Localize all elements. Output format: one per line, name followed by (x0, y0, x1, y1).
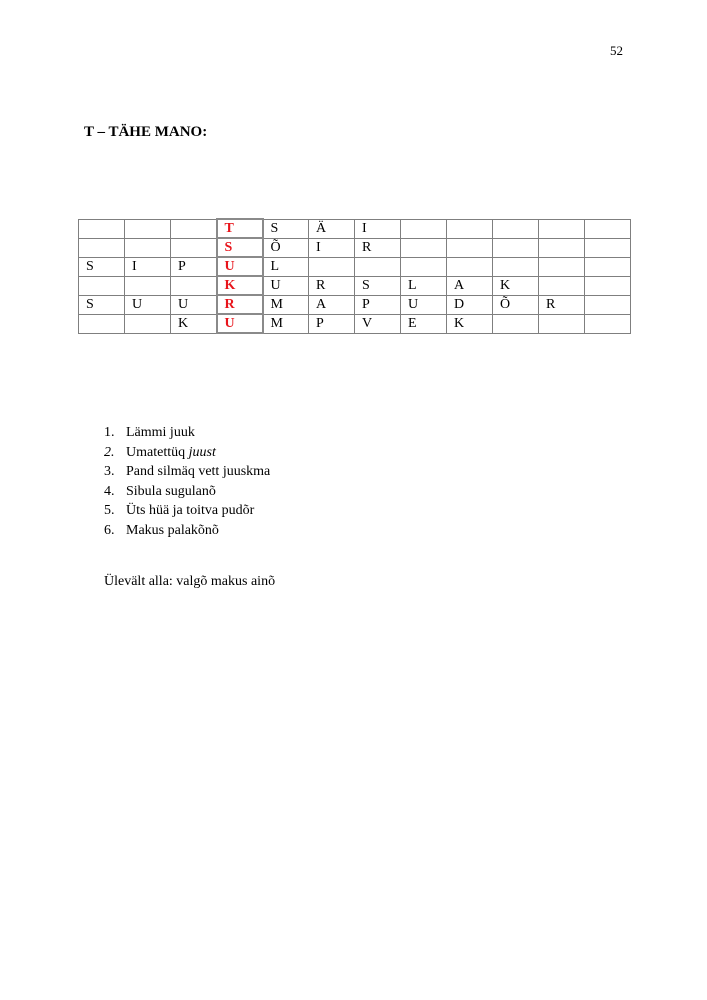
grid-cell: I (309, 238, 355, 257)
grid-cell (493, 257, 539, 276)
grid-row (79, 257, 631, 276)
list-item (84, 501, 270, 521)
list-item (84, 443, 270, 463)
clue-text: Lämmi juuk (126, 425, 195, 440)
grid-cell (539, 238, 585, 257)
grid-cell (539, 314, 585, 333)
grid-row (79, 295, 631, 314)
grid-cell (171, 219, 217, 238)
grid-row (79, 276, 631, 295)
grid-cell: R (309, 276, 355, 295)
grid-key-cell: T (217, 219, 263, 238)
clue-text: Umatettüq (126, 444, 189, 460)
clue-text: Pand silmäq vett juuskma (126, 464, 271, 479)
clue-number: 4. (104, 483, 115, 499)
grid-cell (79, 238, 125, 257)
grid-cell: A (447, 276, 493, 295)
grid-cell (493, 238, 539, 257)
clue-text: Sibula sugulanõ (126, 483, 216, 499)
grid-cell (447, 257, 493, 276)
grid-cell (125, 238, 171, 257)
grid-cell (79, 276, 125, 295)
page-number: 52 (610, 43, 623, 58)
grid-cell: Ä (309, 219, 355, 238)
grid-cell: R (539, 295, 585, 314)
clue-number: 3. (104, 464, 115, 479)
grid-cell (401, 219, 447, 238)
grid-key-cell: S (217, 238, 263, 257)
grid-key-cell: U (217, 314, 263, 333)
grid-cell: R (355, 238, 401, 257)
grid-cell (447, 219, 493, 238)
clue-text: Üts hüä ja toitva pudõr (126, 503, 255, 518)
clue-text-italic: juust (188, 444, 216, 460)
grid-key-cell: U (217, 257, 263, 276)
grid-cell (585, 238, 631, 257)
grid-cell (493, 219, 539, 238)
grid-cell: U (171, 295, 217, 314)
grid-cell: S (79, 257, 125, 276)
grid-cell (539, 276, 585, 295)
solution-text: Ülevält alla: valgõ makus ainõ (104, 574, 276, 589)
page-title: T – TÄHE MANO: (84, 124, 208, 140)
grid-cell (401, 238, 447, 257)
clue-list (84, 423, 270, 540)
clue-number: 5. (104, 503, 115, 518)
grid-cell (355, 257, 401, 276)
grid-cell: K (493, 276, 539, 295)
grid-cell: S (355, 276, 401, 295)
grid-cell (585, 314, 631, 333)
grid-row (79, 314, 631, 333)
grid-cell (79, 314, 125, 333)
grid-cell: U (125, 295, 171, 314)
grid-row (79, 238, 631, 257)
grid-cell (585, 257, 631, 276)
clue-number: 2. (104, 444, 115, 460)
grid-cell (171, 276, 217, 295)
grid-cell (539, 219, 585, 238)
grid-cell: M (263, 314, 309, 333)
grid-cell: Õ (263, 238, 309, 257)
grid-cell: K (171, 314, 217, 333)
grid-cell (125, 276, 171, 295)
clue-number: 1. (104, 425, 115, 440)
grid-cell: L (263, 257, 309, 276)
grid-cell: Õ (493, 295, 539, 314)
grid-cell (585, 219, 631, 238)
grid-cell (401, 257, 447, 276)
grid-cell (171, 238, 217, 257)
grid-cell (493, 314, 539, 333)
grid-cell: K (447, 314, 493, 333)
grid-cell (447, 238, 493, 257)
crossword-grid (78, 218, 631, 334)
grid-cell: P (309, 314, 355, 333)
grid-cell (585, 295, 631, 314)
grid-row (79, 219, 631, 238)
grid-cell (585, 276, 631, 295)
grid-cell: I (125, 257, 171, 276)
grid-cell: M (263, 295, 309, 314)
grid-cell (79, 219, 125, 238)
grid-cell: U (401, 295, 447, 314)
grid-cell: S (263, 219, 309, 238)
grid-cell: I (355, 219, 401, 238)
grid-cell (125, 219, 171, 238)
list-item (84, 423, 270, 443)
grid-cell (309, 257, 355, 276)
clue-text: Makus palakõnõ (126, 522, 219, 538)
grid-cell: E (401, 314, 447, 333)
grid-cell (125, 314, 171, 333)
grid-cell: A (309, 295, 355, 314)
grid-cell: V (355, 314, 401, 333)
list-item (84, 482, 270, 502)
list-item (84, 462, 270, 482)
grid-cell: D (447, 295, 493, 314)
grid-cell (539, 257, 585, 276)
clue-number: 6. (104, 522, 115, 538)
grid-cell: U (263, 276, 309, 295)
list-item (84, 521, 270, 541)
grid-cell: P (171, 257, 217, 276)
grid-cell: P (355, 295, 401, 314)
grid-key-cell: K (217, 276, 263, 295)
grid-cell: S (79, 295, 125, 314)
grid-cell: L (401, 276, 447, 295)
grid-key-cell: R (217, 295, 263, 314)
